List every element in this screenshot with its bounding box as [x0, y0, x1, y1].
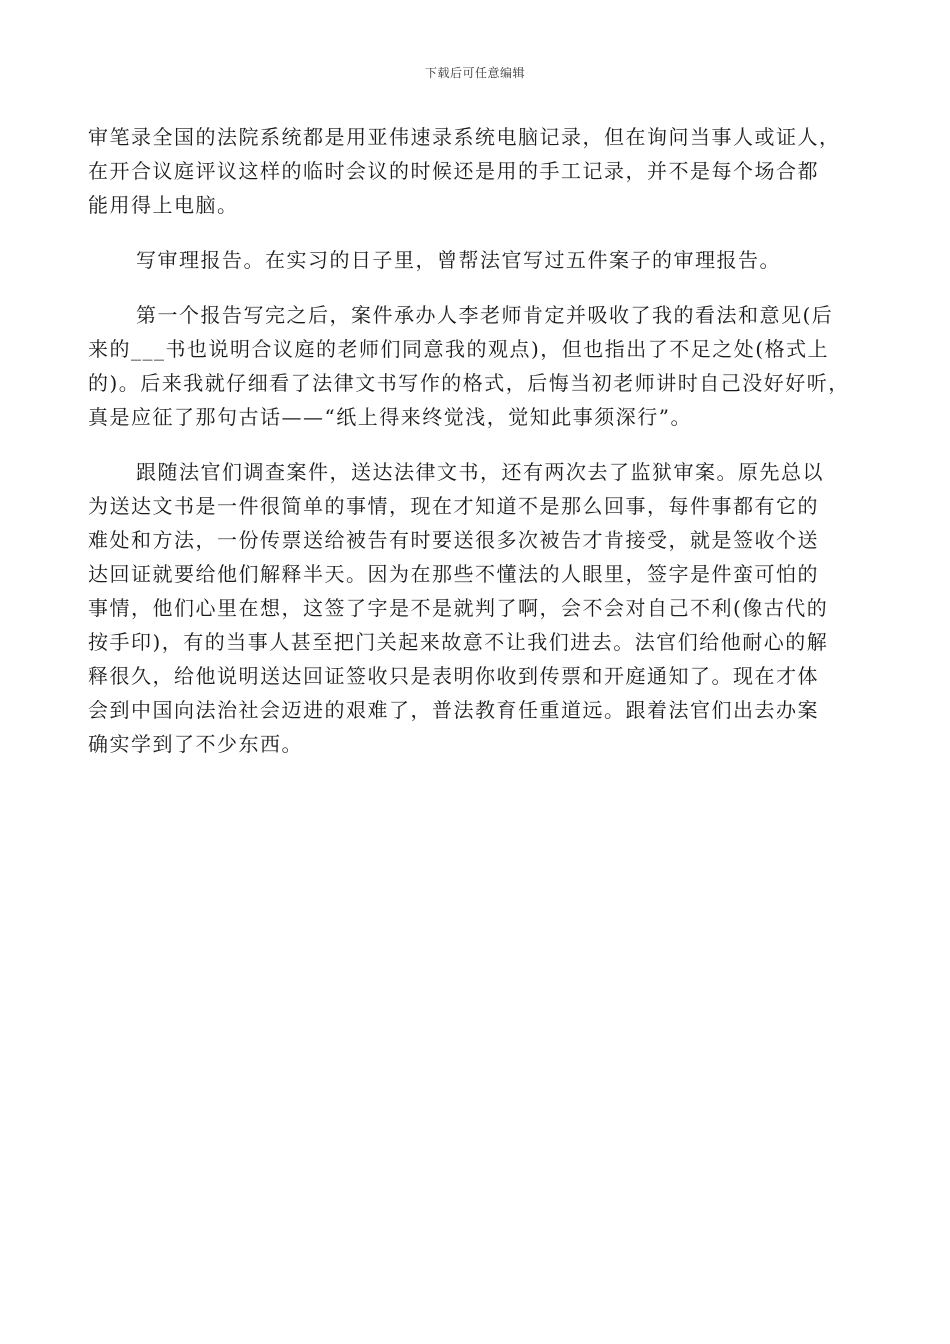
text-line: 能用得上电脑。: [88, 193, 239, 217]
text-line: 达回证就要给他们解释半天。因为在那些不懂法的人眼里，签字是件蛮可怕的: [88, 562, 819, 586]
paragraph-continuation: [88, 120, 868, 222]
text-line: 释很久，给他说明送达回证签收只是表明你收到传票和开庭通知了。现在才体: [88, 664, 819, 688]
text-line: 审笔录全国的法院系统都是用亚伟速录系统电脑记录，但在询问当事人或证人，: [88, 125, 841, 149]
text-line: 为送达文书是一件很简单的事情，现在才知道不是那么回事，每件事都有它的: [88, 494, 819, 518]
paragraph-report-writing: [88, 243, 868, 277]
text-line: 按手印)，有的当事人甚至把门关起来故意不让我们进去。法官们给他耐心的解: [88, 630, 829, 654]
text-line: 难处和方法，一份传票送给被告有时要送很多次被告才肯接受，就是签收个送: [88, 528, 819, 552]
text-line: 第一个报告写完之后，案件承办人李老师肯定并吸收了我的看法和意见(后: [136, 303, 834, 327]
text-line: 会到中国向法治社会迈进的艰难了，普法教育任重道远。跟着法官们出去办案: [88, 698, 819, 722]
paragraph-investigation: [88, 455, 868, 761]
text-line: 事情，他们心里在想，这签了字是不是就判了啊，会不会对自己不利(像古代的: [88, 596, 829, 620]
text-line: 真是应征了那句古话——“纸上得来终觉浅，觉知此事须深行”。: [88, 405, 692, 429]
text-line: 的)。后来我就仔细看了法律文书写作的格式，后悔当初老师讲时自己没好好听，: [88, 371, 850, 395]
page-header: 下载后可任意编辑: [424, 66, 525, 80]
paragraph-first-report: [88, 298, 868, 434]
document-body: [88, 120, 868, 782]
text-line: 写审理报告。在实习的日子里，曾帮法官写过五件案子的审理报告。: [136, 248, 781, 272]
text-line: 来的___书也说明合议庭的老师们同意我的观点)，但也指出了不足之处(格式上: [88, 337, 830, 361]
text-line: 在开合议庭评议这样的临时会议的时候还是用的手工记录，并不是每个场合都: [88, 159, 819, 183]
text-line: 确实学到了不少东西。: [88, 732, 303, 756]
text-line: 跟随法官们调查案件，送达法律文书，还有两次去了监狱审案。原先总以: [136, 460, 824, 484]
